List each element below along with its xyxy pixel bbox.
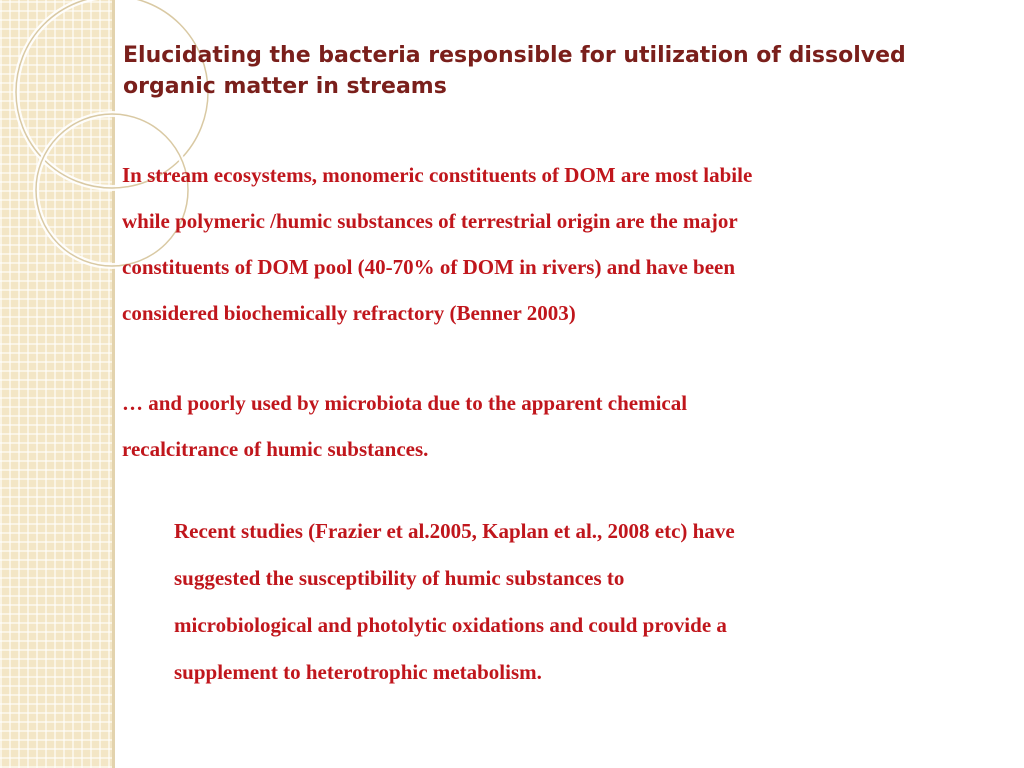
slide-title: Elucidating the bacteria responsible for utilization of dissolved organic matter in streams [123,43,906,99]
paragraph-dom-lability: In stream ecosystems, monomeric constituents of DOM are most labile while polymeric /humic substances of terrestrial origin are the major constituents of DOM pool (40-70% of DOM in rivers) and have been considered biochemically refractory (Benner 2003) [122,163,753,325]
paragraph-recent-studies: Recent studies (Frazier et al.2005, Kaplan et al., 2008 etc) have suggested the susceptibility of humic substances to microbiological and photolytic oxidations and could provide a supplement to heterotrophic metabolism. [174,519,735,684]
paragraph-recalcitrance: … and poorly used by microbiota due to the apparent chemical recalcitrance of humic substances. [122,391,688,461]
